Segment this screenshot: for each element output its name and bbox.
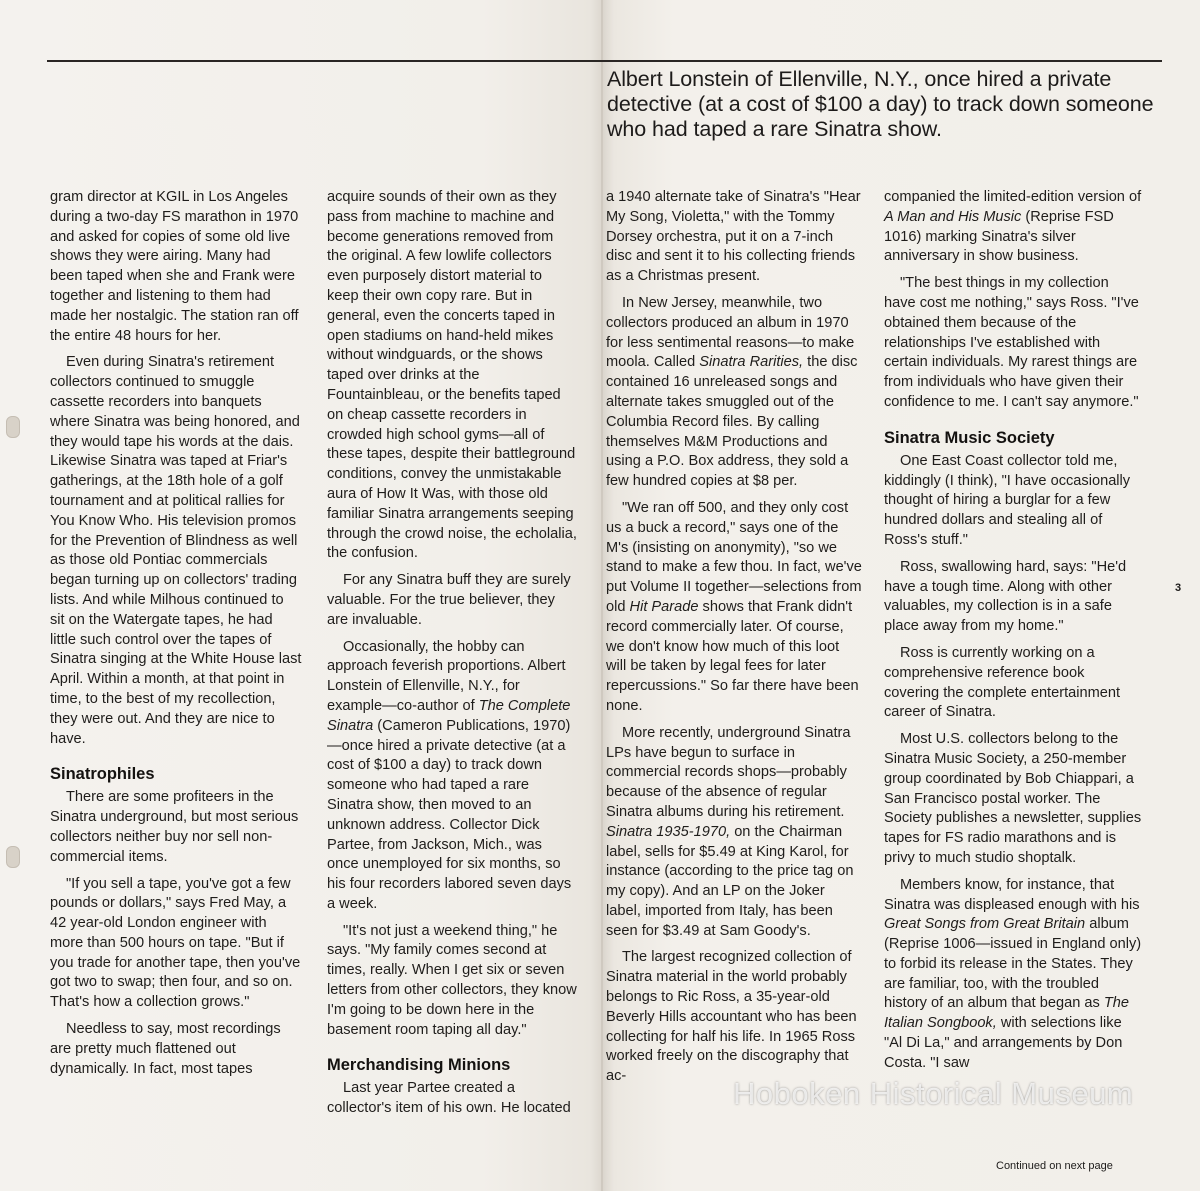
text-run: In New Jersey, meanwhile, two collectors produced an album in 1970 for less sentimental reasons—to make moola. Called — [606, 294, 855, 371]
section-heading-merchandising-minions: Merchandising Minions — [327, 1056, 511, 1075]
paragraph — [327, 638, 577, 915]
paragraph: Ross is currently working on a comprehensive reference book covering the complete entertainment career of Sinatra. — [884, 644, 1121, 721]
paragraph: a 1940 alternate take of Sinatra's "Hear My Song, Violetta," with the Tommy Dorsey orchestra, put it on a 7-inch disc and sent it to his collecting friends as a Christmas present. — [606, 189, 861, 285]
paragraph: Ross, swallowing hard, says: "He'd have a tough time. Along with other valuables, my collection is in a safe place away from my home." — [884, 558, 1127, 635]
paragraph: "The best things in my collection have cost me nothing," says Ross. "I've obtained them because of the relationships I've established with certain individuals. My rarest things are from individuals who have given their confidence to me. I can't say anymore." — [884, 275, 1139, 410]
text-run: (Reprise FSD 1016) marking Sinatra's silver anniversary in show business. — [884, 208, 1114, 265]
paragraph: "If you sell a tape, you've got a few pounds or dollars," says Fred May, a 42 year-old London engineer with more than 500 hours on tape. "But if you trade for another tape, then you've got two to swap; then four, and so on. That's how a collection grows." — [50, 875, 301, 1011]
text-run: Members know, for instance, that Sinatra was displeased enough with his — [884, 876, 1140, 913]
text-run: album (Reprise 1006—issued in England only) to forbid its release in the States. They are familiar, too, with the troubled history of an album that began as — [884, 916, 1142, 1012]
pull-quote: Albert Lonstein of Ellenville, N.Y., once hired a private detective (at a cost of $100 a day) to track down someone who had taped a rare Sinatra show. — [607, 67, 1154, 141]
text-run: More recently, underground Sinatra LPs have begun to surface in commercial records shops—probably because of the absence of regular Sinatra albums during his retirement. — [606, 724, 851, 820]
text-run: (Cameron Publications, 1970)—once hired a private detective (at a cost of $100 a day) to track down someone who had taped a rare Sinatra show, then moved to an unknown address. Collector Dick Partee, from Jackson, Mich., was once unemployed for six months, so his four recorders labored seven days a week. — [327, 717, 572, 912]
section-heading-sinatra-music-society: Sinatra Music Society — [884, 428, 1055, 447]
album-title: Great Songs from Great Britain — [884, 916, 1086, 933]
paragraph: One East Coast collector told me, kiddingly (I think), "I have occasionally thought of hiring a burglar for a few hundred dollars and stealing all of Ross's stuff." — [884, 452, 1131, 548]
paragraph: "It's not just a weekend thing," he says. "My family comes second at times, really. When I get six or seven letters from other collectors, they know I'm going to be down here in the basement room taping all day." — [327, 922, 577, 1038]
paragraph: Even during Sinatra's retirement collectors continued to smuggle cassette recorders into banquets where Sinatra was being honored, and they would tape his words at the dais. Likewise Sinatra was taped at Friar's gatherings, at the 18th hole of a golf tournament and at political rallies for You Know Who. His television promos for the Prevention of Blindness as well as those old Pontiac commercials began turning up on collectors' trading lists. And while Milhous continued to sit on the Watergate tapes, he had little such control over the tapes of Sinatra singing at the White House last April. Within a month, at that point in time, to the best of my recollection, they were out. And they are nice to have. — [50, 354, 302, 747]
paragraph — [606, 294, 862, 492]
column-1 — [50, 188, 302, 1079]
paragraph: The largest recognized collection of Sinatra material in the world probably belongs to Ric Ross, a 35-year-old Beverly Hills accountant who has been collecting for half his life. In 1965 Ross worked freely on the discography that ac- — [606, 949, 857, 1085]
text-run: "We ran off 500, and they only cost us a buck a record," says one of the M's (insisting on anonymity), "so we stand to make a few thou. In fact, we've put Volume II together—selections from old — [606, 499, 862, 615]
watermark: Hoboken Historical Museum — [733, 1076, 1134, 1111]
continued-note: Continued on next page — [996, 1160, 1113, 1172]
album-title: Sinatra 1935-1970, — [606, 823, 731, 840]
book-title: The Complete Sinatra — [327, 697, 571, 734]
section-heading-sinatrophiles: Sinatrophiles — [50, 765, 155, 784]
text-run: on the Chairman label, sells for $5.49 at King Karol, for instance (according to the price tag on my copy). And an LP on the Joker label, imported from Italy, has been seen for $3.49 at Sam Goody's. — [606, 823, 854, 939]
top-rule — [47, 60, 1162, 62]
show-title: Hit Parade — [629, 598, 699, 615]
album-title: The Italian Songbook, — [884, 995, 1130, 1032]
staple-hole-icon — [6, 416, 20, 438]
album-title: Sinatra Rarities, — [699, 354, 804, 371]
text-run: with selections like "Al Di La," and arrangements by Don Costa. "I saw — [884, 1015, 1123, 1071]
text-run: companied the limited-edition version of — [884, 189, 1142, 205]
paragraph: Last year Partee created a collector's item of his own. He located — [327, 1080, 571, 1117]
column-4 — [884, 188, 1142, 1074]
page-fold — [601, 0, 603, 1191]
paragraph — [606, 724, 862, 942]
paragraph — [884, 876, 1142, 1074]
paragraph: gram director at KGIL in Los Angeles during a two-day FS marathon in 1970 and asked for copies of some old live shows they were airing. Many had been taped when she and Frank were together and listening to them had made her nostalgic. The station ran off the entire 48 hours for her. — [50, 189, 299, 344]
paragraph: acquire sounds of their own as they pass from machine to machine and become generations removed from the original. A few lowlife collectors even purposely distort material to keep their own copy rare. But in general, even the concerts taped in open stadiums on hand-held mikes without windguards, or the shows taped over drinks at the Fountainbleau, or the benefits taped on cheap cassette recorders in crowded high school gyms—all of these tapes, despite their battleground conditions, convey the unmistakable aura of How It Was, with those old familiar Sinatra arrangements seeping through the crowd noise, the echolalia, the confusion. — [327, 189, 577, 562]
staple-hole-icon — [6, 846, 20, 868]
paragraph — [884, 188, 1142, 267]
text-run: the disc contained 16 unreleased songs and alternate takes smuggled out of the Columbia Record files. By calling themselves M&M Productions and using a P.O. Box address, they sold a few hundred copies at $8 per. — [606, 354, 858, 490]
paragraph: Most U.S. collectors belong to the Sinatra Music Society, a 250-member group coordinated by Bob Chiappari, a San Francisco postal worker. The Society publishes a newsletter, supplies tapes for FS radio marathons and is privy to much studio shoptalk. — [884, 731, 1142, 866]
page-number: 3 — [1175, 582, 1182, 594]
paragraph — [606, 499, 862, 717]
text-run: shows that Frank didn't record commercially later. Of course, we don't know how much of this loot will be taken by legal fees for later repercussions." So far there have been none. — [606, 598, 859, 714]
paragraph: Needless to say, most recordings are pretty much flattened out dynamically. In fact, most tapes — [50, 1021, 281, 1077]
column-2 — [327, 188, 577, 1119]
paragraph: There are some profiteers in the Sinatra underground, but most serious collectors neither buy nor sell non-commercial items. — [50, 789, 299, 865]
paragraph: For any Sinatra buff they are surely valuable. For the true believer, they are invaluable. — [327, 572, 571, 628]
album-title: A Man and His Music — [884, 208, 1022, 225]
text-run: Occasionally, the hobby can approach feverish proportions. Albert Lonstein of Ellenville, N.Y., for example—co-author of — [327, 638, 566, 714]
column-3 — [606, 188, 862, 1087]
